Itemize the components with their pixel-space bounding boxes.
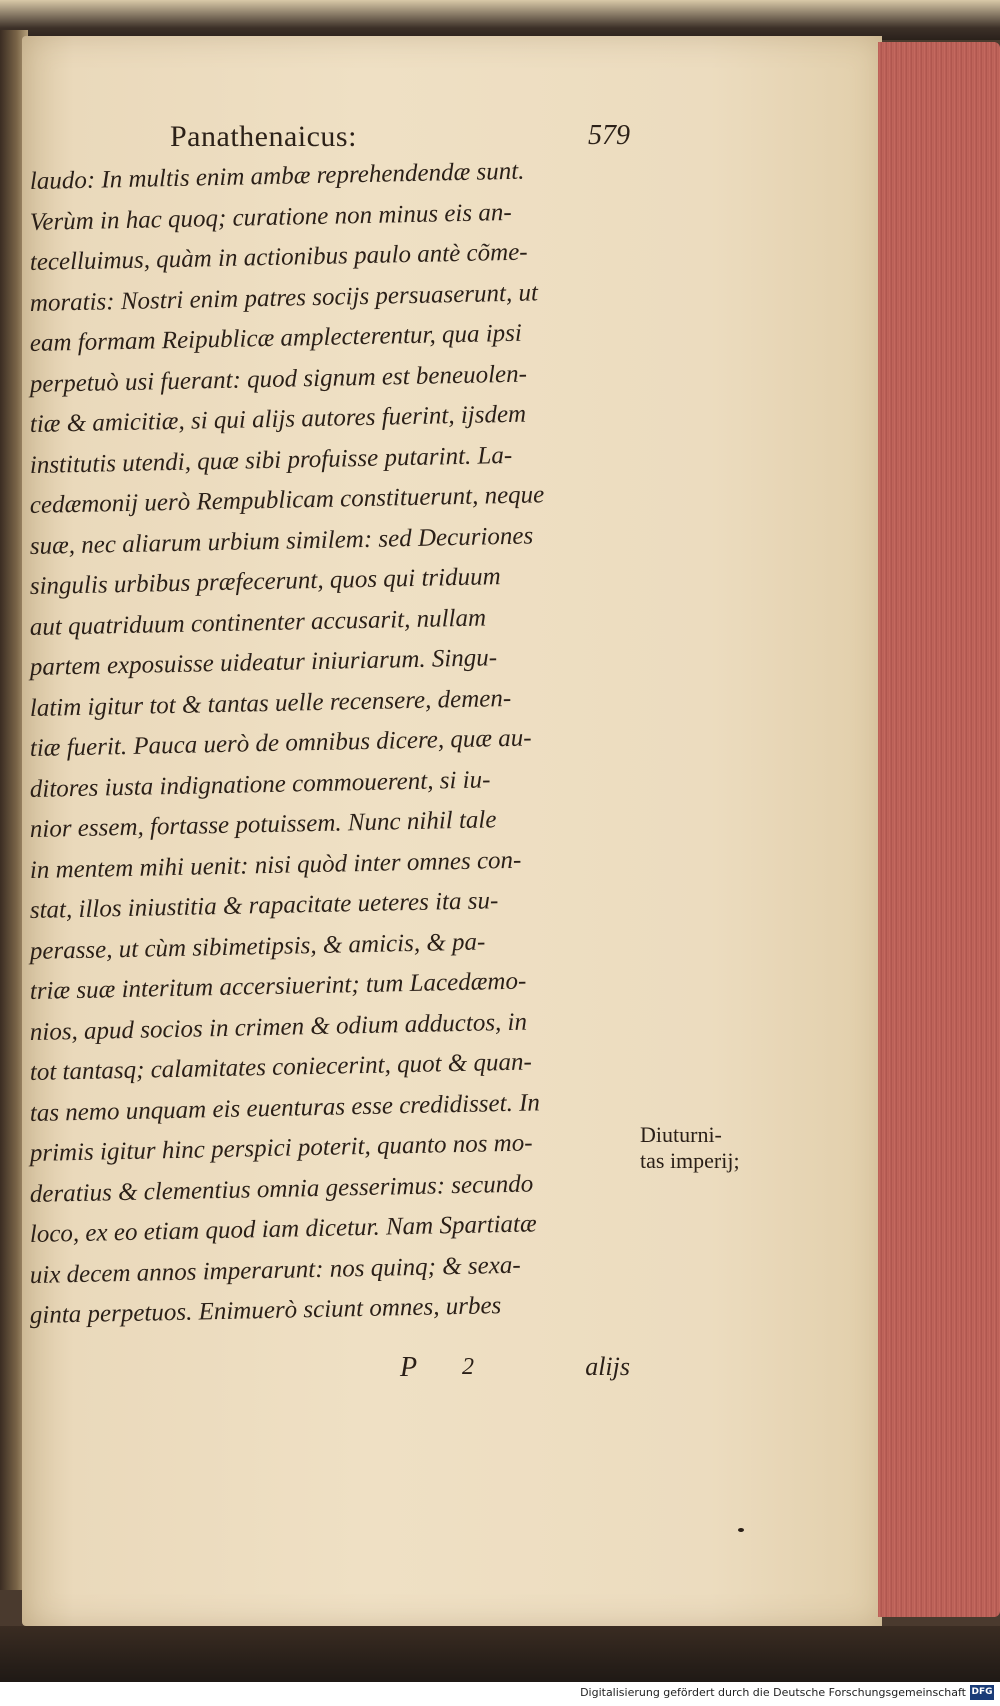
text-line: tot tantasq; calamitates coniecerint, quot & quan- [29, 1048, 533, 1086]
book-fore-edge [878, 42, 1000, 1617]
text-line: nios, apud socios in crimen & odium adductos, in [29, 1008, 528, 1046]
text-line: eam formam Reipublicæ amplecterentur, qua ipsi [29, 319, 523, 357]
text-line: aut quatriduum continenter accusarit, nullam [29, 603, 487, 641]
dfg-logo: DFG [970, 1685, 994, 1700]
catchword: alijs [585, 1352, 630, 1381]
body-text [29, 157, 630, 1343]
text-line: nior essem, fortasse potuissem. Nunc nihil tale [29, 806, 497, 843]
text-line: Verùm in hac quoq; curatione non minus eis an- [29, 198, 512, 236]
text-line: suæ, nec aliarum urbium similem: sed Decuriones [29, 521, 534, 560]
text-line: ditores iusta indignatione commouerent, si iu- [29, 765, 491, 803]
signature-line [400, 1352, 630, 1388]
text-line: institutis utendi, quæ sibi profuisse putarint. La- [29, 441, 513, 479]
text-line: ginta perpetuos. Enimuerò sciunt omnes, urbes [29, 1292, 502, 1329]
marginal-note-line: Diuturni- [640, 1122, 722, 1147]
funding-credit: Digitalisierung gefördert durch die Deutsche Forschungsgemeinschaft [580, 1686, 966, 1699]
text-line: cedæmonij uerò Rempublicam constituerunt, neque [29, 481, 545, 519]
text-line: laudo: In multis enim ambæ reprehendendæ sunt. [29, 157, 525, 195]
text-line: primis igitur hinc perspici poterit, quanto nos mo- [29, 1129, 533, 1167]
text-line: tiæ fuerit. Pauca uerò de omnibus dicere, quæ au- [29, 724, 532, 762]
signature-mark: P [400, 1352, 418, 1383]
marginal-note [640, 1122, 750, 1174]
text-line: deratius & clementius omnia gesserimus: secundo [29, 1169, 534, 1208]
scan-background-bottom [0, 1626, 1000, 1682]
text-line: tecelluimus, quàm in actionibus paulo antè cõme- [29, 238, 528, 276]
text-line: tiæ & amicitiæ, si qui alijs autores fuerint, ijsdem [29, 400, 527, 438]
text-line: perpetuò usi fuerant: quod signum est beneuolen- [29, 360, 528, 398]
text-line: loco, ex eo etiam quod iam dicetur. Nam Spartiatæ [29, 1210, 537, 1248]
text-line: moratis: Nostri enim patres socijs persuaserunt, ut [29, 278, 539, 317]
text-line: perasse, ut cùm sibimetipsis, & amicis, & pa- [29, 927, 486, 965]
marginal-note-line: tas imperij; [640, 1148, 740, 1173]
page-number: 579 [588, 120, 630, 151]
ink-speck [738, 1528, 744, 1532]
scan-background-top [0, 0, 1000, 40]
running-title: Panathenaicus: [170, 120, 357, 153]
text-line: latim igitur tot & tantas uelle recensere, demen- [29, 684, 512, 722]
text-line: uix decem annos imperarunt: nos quinq; & sexa- [29, 1251, 521, 1289]
signature-number: 2 [462, 1354, 474, 1380]
text-line: in mentem mihi uenit: nisi quòd inter omnes con- [29, 846, 522, 884]
text-line: singulis urbibus præfecerunt, quos qui triduum [29, 563, 501, 600]
text-line: tas nemo unquam eis euenturas esse credidisset. In [29, 1088, 541, 1127]
text-line: triæ suæ interitum accersiuerint; tum Lacedæmo- [29, 967, 527, 1005]
text-line: partem exposuisse uideatur iniuriarum. Singu- [29, 644, 498, 681]
text-line: stat, illos iniustitia & rapacitate ueteres ita su- [29, 887, 499, 924]
